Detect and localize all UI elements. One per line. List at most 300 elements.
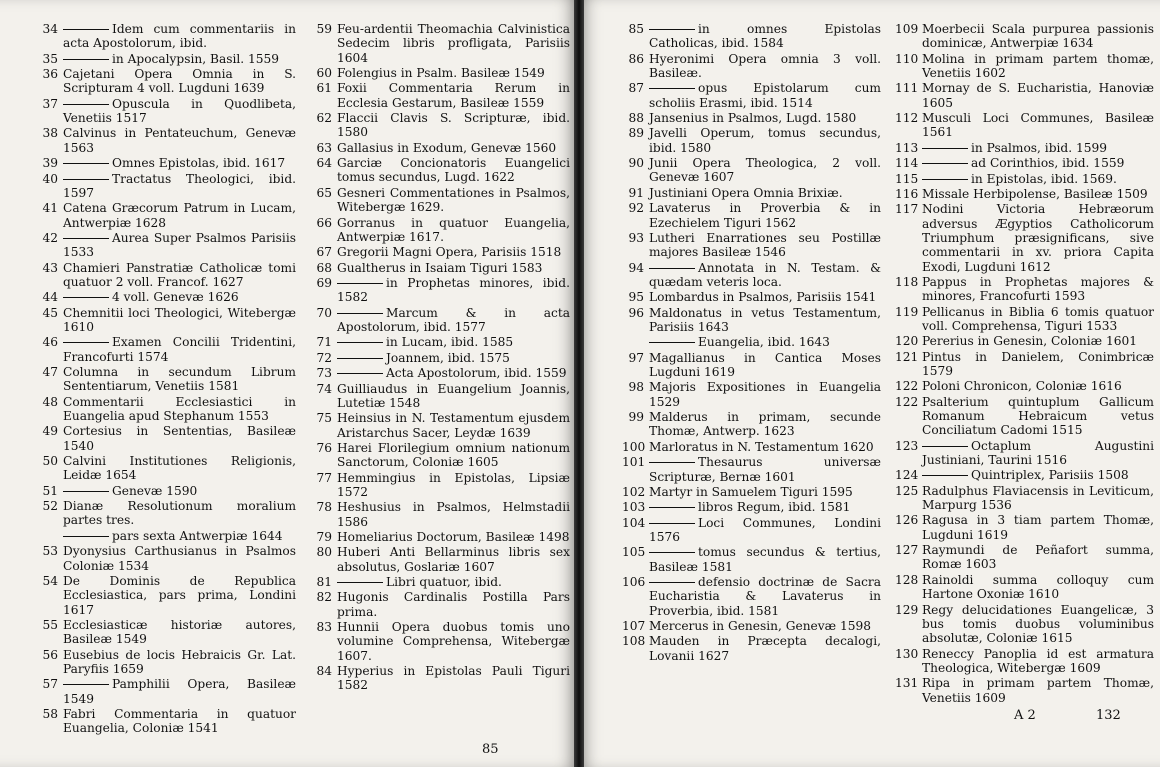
entry-number: 80 [316,545,332,560]
catalog-entry [310,366,570,380]
entry-title: in Psalmos, ibid. 1599 [971,140,1107,155]
entry-text [63,22,296,51]
entry-text [649,575,881,618]
catalog-entry [622,306,881,335]
entry-number: 112 [895,111,919,126]
catalog-entry [36,172,296,201]
entry-title: Missale Herbipolense, Basileæ 1509 [922,186,1148,201]
entry-text [337,620,570,663]
entry-number: 94 [628,260,644,275]
entry-title: Dyonysius Carthusianus in Psalmos Coloniæ 1534 [63,544,296,573]
catalog-entry [36,52,296,66]
entry-text [649,22,881,51]
ditto-rule [649,523,695,524]
entry-number: 129 [895,602,919,617]
catalog-entry [36,618,296,647]
catalog-entry [895,202,1154,273]
entry-text [63,365,296,394]
entry-number: 103 [622,500,646,515]
catalog-entry [895,156,1154,170]
catalog-entry [36,156,296,170]
entry-text [63,172,296,201]
entry-text [649,306,881,335]
entry-number: 48 [42,394,58,409]
entry-text [63,544,296,573]
entry-text [337,276,570,305]
entry-text [337,306,570,335]
entry-title: Hemmingius in Epistolas, Lipsiæ 1572 [337,470,570,499]
entry-title: Marloratus in N. Testamentum 1620 [649,439,874,454]
entry-text [922,141,1154,155]
entry-number: 44 [42,290,58,305]
catalog-entry [310,335,570,349]
entry-number: 122 [895,379,919,394]
entry-text [649,335,881,349]
entry-title: Pellicanus in Biblia 6 tomis quatuor voll. Comprehensa, Tiguri 1533 [922,304,1154,333]
entry-title: Guilliaudus in Euangelium Joannis, Lutetiæ 1548 [337,381,570,410]
entry-text [649,516,881,545]
catalog-entry [622,201,881,230]
left-column-2 [310,22,570,767]
entry-number: 42 [42,230,58,245]
entry-number: 108 [622,634,646,649]
entry-title: Euangelia, ibid. 1643 [698,335,830,350]
entry-text [337,530,570,544]
entry-title: Pererius in Genesin, Coloniæ 1601 [922,334,1137,349]
entry-text [922,350,1154,379]
catalog-entry [310,141,570,155]
entry-number: 68 [316,260,332,275]
entry-number: 116 [895,186,919,201]
entry-number: 35 [42,51,58,66]
catalog-entry [36,306,296,335]
entry-text [63,156,296,170]
entry-text [63,707,296,736]
entry-number: 58 [42,707,58,721]
entry-number: 66 [316,215,332,230]
entry-number: 127 [895,543,919,558]
entry-text [922,81,1154,110]
entry-text [922,379,1154,393]
entry-title: Reneccy Panoplia id est armatura Theologica, Witebergæ 1609 [922,646,1154,675]
entry-text [922,484,1154,513]
entry-title: Fabri Commentaria in quatuor Euangelia, Coloniæ 1541 [63,707,296,736]
right-page-number: 132 [1096,708,1121,723]
entry-title: Lutheri Enarrationes seu Postillæ majores Basileæ 1546 [649,230,881,260]
entry-title: Libri quatuor, ibid. [386,575,502,590]
catalog-entry [622,156,881,185]
entry-text [922,52,1154,81]
entry-title: De Dominis de Republica Ecclesiastica, pars prima, Londini 1617 [63,573,296,617]
catalog-entry [895,484,1154,513]
entry-number: 102 [622,484,646,499]
entry-title: Columna in secundum Librum Sententiarum, Venetiis 1581 [63,365,296,394]
entry-text [337,141,570,155]
entry-title: Poloni Chronicon, Coloniæ 1616 [922,379,1122,394]
entry-text [649,440,881,454]
entry-text [63,677,296,706]
ditto-rule [649,29,695,30]
entry-number: 60 [316,65,332,80]
catalog-entry [895,111,1154,140]
catalog-entry [895,141,1154,155]
entry-title: Ripa in primam partem Thomæ, Venetiis 1609 [922,676,1154,705]
catalog-entry [622,440,881,454]
entry-text [922,275,1154,304]
entry-number: 78 [316,500,332,515]
entry-number: 100 [622,439,646,454]
catalog-entry [310,545,570,574]
entry-number: 54 [42,573,58,588]
entry-number: 82 [316,590,332,605]
catalog-entry [895,543,1154,572]
entry-number: 59 [316,22,332,36]
entry-title: Lavaterus in Proverbia & in Ezechielem Tiguri 1562 [649,201,881,230]
entry-number: 89 [628,126,644,141]
entry-title: Catena Græcorum Patrum in Lucam, Antwerpiæ 1628 [63,201,296,230]
ditto-rule [63,684,109,685]
entry-text [922,395,1154,438]
entry-title: Regy delucidationes Euangelicæ, 3 bus tomis duobus voluminibus absolutæ, Coloniæ 1615 [922,602,1154,646]
entry-title: in omnes Epistolas Catholicas, ibid. 1584 [649,22,881,51]
catalog-entry [895,52,1154,81]
entry-number: 110 [895,51,919,66]
entry-title: Garciæ Concionatoris Euangelici tomus secundus, Lugd. 1622 [337,156,570,185]
entry-title: libros Regum, ibid. 1581 [698,500,851,515]
left-page [0,0,578,767]
catalog-entry [895,275,1154,304]
catalog-entry [895,676,1154,705]
entry-title: pars sexta Antwerpiæ 1644 [112,528,283,543]
entry-number: 76 [316,440,332,455]
entry-title: Mornay de S. Eucharistia, Hanoviæ 1605 [922,81,1154,110]
entry-title: Magallianus in Cantica Moses Lugduni 1619 [649,350,881,380]
entry-text [922,202,1154,273]
entry-number: 85 [628,22,644,36]
entry-text [649,261,881,290]
entry-number: 95 [628,290,644,305]
catalog-entry [36,484,296,498]
entry-text [922,513,1154,542]
entry-number: 131 [895,676,919,691]
entry-title: Pintus in Danielem, Conimbricæ 1579 [922,349,1154,378]
entry-text [649,52,881,81]
catalog-entry [895,603,1154,646]
entry-title: Moerbecii Scala purpurea passionis dominicæ, Antwerpiæ 1634 [922,22,1154,51]
entry-number: 99 [628,410,644,425]
entry-title: Pappus in Prophetas majores & minores, Francofurti 1593 [922,274,1154,304]
catalog-entry [36,201,296,230]
ditto-rule [63,297,109,298]
catalog-entry [895,573,1154,602]
entry-text [337,575,570,589]
catalog-entry [310,216,570,245]
catalog-entry [36,424,296,453]
ditto-rule [337,358,383,359]
entry-title: Jansenius in Psalmos, Lugd. 1580 [649,111,857,126]
entry-number: 67 [316,245,332,260]
entry-number: 115 [895,171,919,186]
entry-text [337,664,570,693]
entry-title: Cortesius in Sententias, Basileæ 1540 [63,424,296,453]
entry-text [337,351,570,365]
entry-text [649,290,881,304]
entry-number: 47 [42,365,58,380]
entry-title: Malderus in primam, secunde Thomæ, Antwerp. 1623 [649,410,881,439]
entry-text [337,22,570,65]
entry-text [649,380,881,409]
entry-text [649,231,881,260]
entry-number: 77 [316,470,332,485]
entry-number: 121 [895,349,919,364]
entry-title: Joannem, ibid. 1575 [386,350,510,365]
catalog-entry [310,590,570,619]
catalog-entry [895,350,1154,379]
entry-title: Javelli Operum, tomus secundus, ibid. 1580 [649,126,881,155]
entry-title: Radulphus Flaviacensis in Leviticum, Marpurg 1536 [922,483,1154,513]
entry-title: Flaccii Clavis S. Scripturæ, ibid. 1580 [337,111,570,140]
catalog-entry [622,516,881,545]
catalog-entry [895,22,1154,51]
entry-number: 70 [316,305,332,320]
entry-number: 130 [895,646,919,661]
entry-text [63,126,296,155]
ditto-rule [649,552,695,553]
entry-title: Justiniani Opera Omnia Brixiæ. [649,185,843,200]
entry-title: Gorranus in quatuor Euangelia, Antwerpiæ 1617. [337,215,570,244]
entry-text [649,81,881,110]
entry-text [922,543,1154,572]
entry-number: 92 [628,201,644,216]
entry-title: Hyperius in Epistolas Pauli Tiguri 1582 [337,664,570,693]
catalog-entry [36,707,296,736]
entry-text [63,306,296,335]
ditto-rule [63,104,109,105]
entry-text [63,231,296,260]
ditto-rule [649,582,695,583]
catalog-entry [310,441,570,470]
entry-number [622,335,649,349]
ditto-rule [922,179,968,180]
entry-title: Omnes Epistolas, ibid. 1617 [112,156,286,171]
ditto-rule [337,373,383,374]
entry-number: 52 [42,499,58,514]
catalog-entry [36,499,296,528]
entry-title: Thesaurus universæ Scripturæ, Bernæ 1601 [649,455,881,484]
entry-number: 34 [42,22,58,36]
entry-title: Aurea Super Psalmos Parisiis 1533 [63,230,296,260]
entry-number: 97 [628,350,644,365]
catalog-entry [895,395,1154,438]
entry-title: Majoris Expositiones in Euangelia 1529 [649,380,881,409]
entry-text [337,500,570,529]
catalog-entry [310,111,570,140]
entry-text [63,290,296,304]
entry-title: Heshusius in Psalmos, Helmstadii 1586 [337,500,570,529]
entry-title: Examen Concilii Tridentini, Francofurti 1574 [63,335,296,364]
entry-number: 113 [895,140,919,155]
entry-text [337,471,570,500]
entry-text [649,186,881,200]
entry-number: 69 [316,275,332,290]
entry-number: 61 [316,81,332,96]
ditto-rule [649,462,695,463]
catalog-entry [310,306,570,335]
entry-title: Maldonatus in vetus Testamentum, Parisiis 1643 [649,305,881,334]
entry-text [337,411,570,440]
catalog-entry [36,574,296,617]
entry-text [337,111,570,140]
entry-title: in Epistolas, ibid. 1569. [971,171,1117,186]
catalog-entry [310,186,570,215]
catalog-entry [36,677,296,706]
entry-number: 98 [628,380,644,395]
entry-number: 65 [316,185,332,200]
entry-text [337,382,570,411]
entry-text [922,603,1154,646]
entry-title: Psalterium quintuplum Gallicum Romanum Hebraicum vetus Conciliatum Cadomi 1515 [922,394,1154,438]
entry-number: 57 [42,677,58,692]
entry-number: 122 [895,394,919,409]
entry-number: 119 [895,304,919,319]
entry-number: 96 [628,305,644,320]
ditto-rule [63,536,109,537]
catalog-entry [310,261,570,275]
entry-text [922,647,1154,676]
entry-text [922,439,1154,468]
entry-number: 49 [42,424,58,439]
catalog-entry [622,111,881,125]
ditto-rule [63,491,109,492]
catalog-entry [622,22,881,51]
catalog-entry [36,22,296,51]
catalog-entry [310,276,570,305]
entry-number: 37 [42,96,58,111]
catalog-entry [622,380,881,409]
entry-number: 104 [622,515,646,530]
catalog-entry [36,261,296,290]
catalog-entry [36,335,296,364]
catalog-entry [310,620,570,663]
entry-text [63,648,296,677]
entry-number: 117 [895,202,919,217]
entry-number: 101 [622,455,646,470]
entry-number: 56 [42,647,58,662]
entry-number: 93 [628,230,644,245]
catalog-entry [310,351,570,365]
entry-text [649,351,881,380]
catalog-entry [895,305,1154,334]
entry-number: 91 [628,185,644,200]
entry-title: Octaplum Augustini Justiniani, Taurini 1516 [922,438,1154,468]
entry-number: 74 [316,381,332,396]
entry-title: in Apocalypsin, Basil. 1559 [112,51,280,66]
entry-number: 125 [895,483,919,498]
entry-text [649,156,881,185]
entry-number: 107 [622,619,646,634]
catalog-entry [895,379,1154,393]
entry-title: Musculi Loci Communes, Basileæ 1561 [922,111,1154,140]
entry-text [337,261,570,275]
entry-title: Eusebius de locis Hebraicis Gr. Lat. Paryfiis 1659 [63,647,296,676]
book-gutter [574,0,584,767]
entry-title: ad Corinthios, ibid. 1559 [971,156,1125,171]
entry-number: 120 [895,334,919,349]
entry-title: Commentarii Ecclesiastici in Euangelia apud Stephanum 1553 [63,394,296,424]
entry-number: 109 [895,22,919,36]
entry-text [922,573,1154,602]
entry-text [63,499,296,528]
entry-title: in Prophetas minores, ibid. 1582 [337,275,570,305]
entry-number: 86 [628,51,644,66]
entry-title: Huberi Anti Bellarminus libris sex absolutus, Goslariæ 1607 [337,545,570,574]
catalog-entry [622,351,881,380]
left-page-number: 85 [482,742,499,757]
entry-number: 38 [42,126,58,141]
entry-title: Mercerus in Genesin, Genevæ 1598 [649,619,871,634]
catalog-entry [36,395,296,424]
entry-text [337,66,570,80]
entry-title: Chamieri Panstratiæ Catholicæ tomi quatuor 2 voll. Francof. 1627 [63,260,296,289]
entry-text [63,395,296,424]
entry-number: 126 [895,513,919,528]
catalog-entry [622,335,881,349]
catalog-entry [36,529,296,543]
right-page [578,0,1160,767]
entry-text [63,201,296,230]
entry-text [337,545,570,574]
entry-number: 36 [42,67,58,82]
entry-text [649,500,881,514]
ditto-rule [922,163,968,164]
entry-text [649,201,881,230]
entry-text [63,454,296,483]
entry-title: in Lucam, ibid. 1585 [386,335,514,350]
entry-title: Hyeronimi Opera omnia 3 voll. Basileæ. [649,51,881,80]
entry-text [337,245,570,259]
entry-title: Feu-ardentii Theomachia Calvinistica Sedecim libris profligata, Parisiis 1604 [337,22,570,65]
entry-number: 81 [316,575,332,590]
ditto-rule [63,238,109,239]
entry-number: 79 [316,529,332,544]
ditto-rule [337,283,383,284]
entry-title: Heinsius in N. Testamentum ejusdem Aristarchus Sacer, Leydæ 1639 [337,411,570,440]
entry-title: opus Epistolarum cum scholiis Erasmi, ibid. 1514 [649,81,881,110]
entry-number: 46 [42,335,58,350]
catalog-entry [622,634,881,663]
catalog-entry [36,126,296,155]
ditto-rule [649,342,695,343]
entry-title: Chemnitii loci Theologici, Witebergæ 1610 [63,305,296,334]
entry-number: 114 [895,156,919,171]
entry-text [63,335,296,364]
catalog-entry [622,455,881,484]
entry-number: 64 [316,156,332,171]
catalog-entry [895,513,1154,542]
catalog-entry [310,22,570,65]
catalog-entry [895,439,1154,468]
entry-text [63,261,296,290]
entry-title: Lombardus in Psalmos, Parisiis 1541 [649,290,877,305]
ditto-rule [922,148,968,149]
catalog-entry [310,81,570,110]
ditto-rule [63,179,109,180]
entry-text [63,574,296,617]
entry-title: Gesneri Commentationes in Psalmos, Witebergæ 1629. [337,185,570,215]
right-column-2 [895,22,1154,767]
ditto-rule [337,313,383,314]
catalog-entry [622,81,881,110]
